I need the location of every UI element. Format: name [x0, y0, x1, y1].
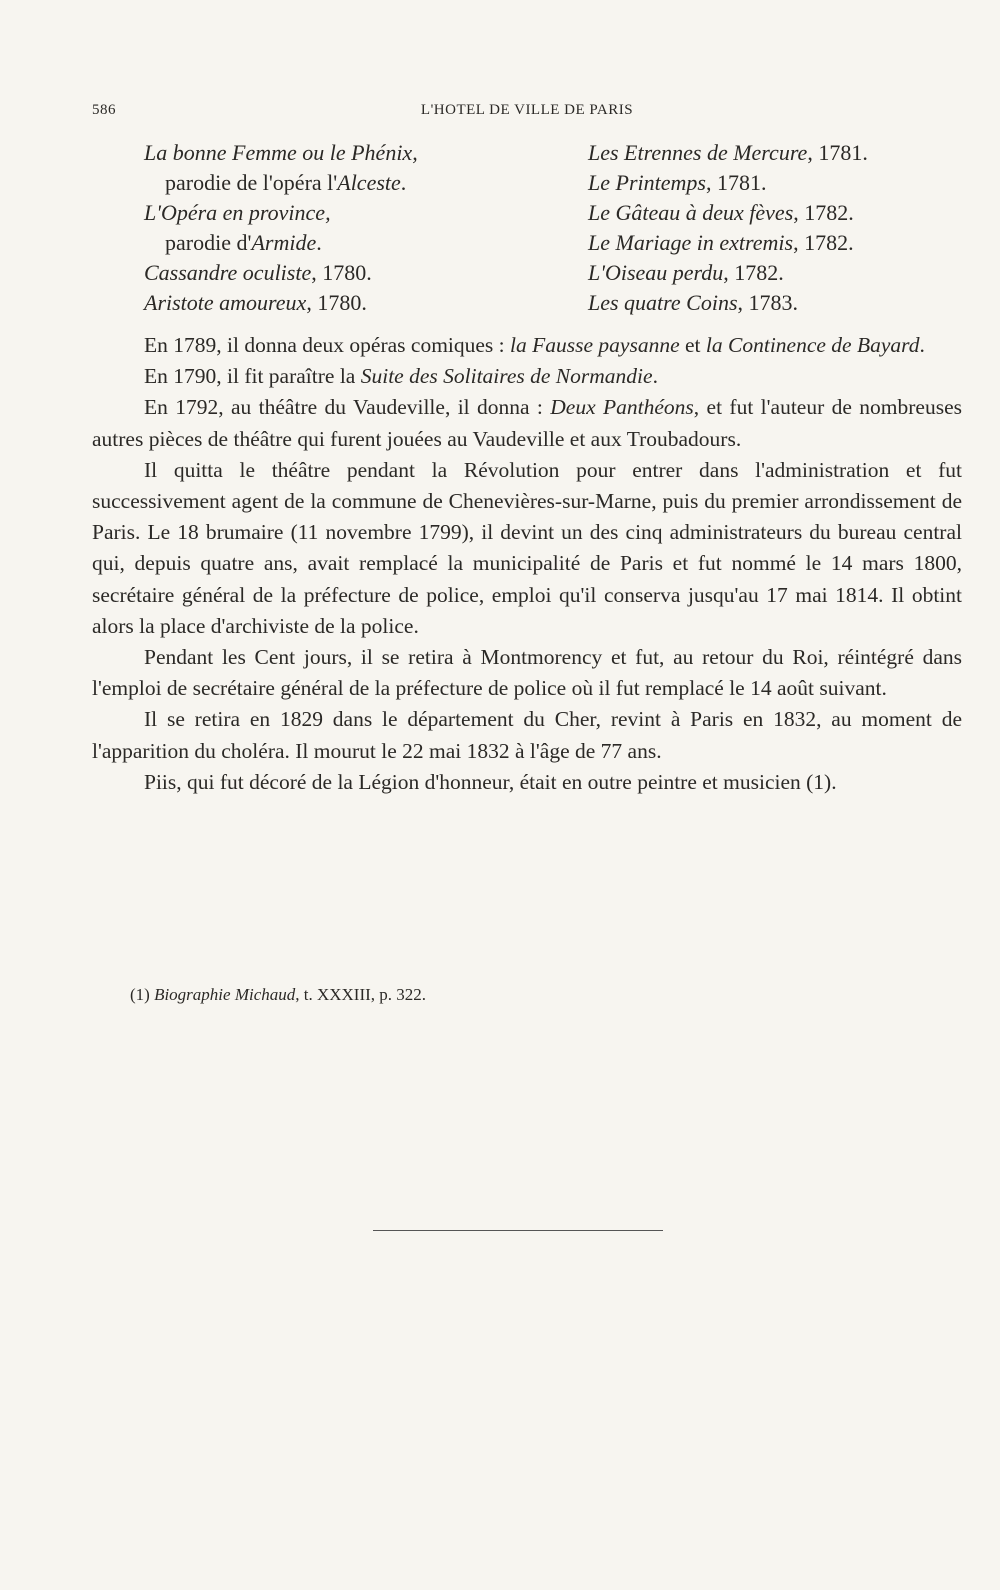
work-left [144, 290, 367, 316]
text-run: En 1790, il fit paraître la [144, 364, 361, 389]
work-left [144, 260, 372, 286]
page-header [92, 102, 962, 126]
paragraph: Il se retira en 1829 dans le département du Cher, revint à Paris en 1832, au moment de l'apparition du choléra. Il mourut le 22 mai 1832 à l'âge de 77 ans. [92, 707, 962, 763]
work-right [588, 230, 854, 256]
work-year: . [400, 170, 407, 195]
work-year: , 1782. [793, 200, 854, 225]
work-note: parodie d' [165, 230, 252, 255]
paragraph [92, 392, 962, 454]
work-title: la Continence de Bayard [705, 333, 920, 357]
text-run: , et fut l'auteur de nombreuses autres pièces de théâtre qui furent jouées au Vaudeville et aux Troubadours. [92, 395, 962, 451]
text-run: . [652, 364, 658, 389]
work-left [144, 200, 331, 226]
text-run: . [919, 333, 925, 357]
work-right [588, 140, 868, 166]
work-right [588, 200, 854, 226]
text-run: En 1792, au théâtre du Vaudeville, il donna : [144, 395, 551, 420]
works-row [92, 260, 962, 290]
work-title: Deux Panthéons [550, 395, 694, 420]
work-title: la Fausse paysanne [510, 333, 680, 357]
footnote-marker: (1) [130, 985, 155, 1004]
work-right [588, 170, 766, 196]
work-year: . [316, 230, 322, 255]
works-list [92, 140, 962, 320]
work-title: Cassandre oculiste [144, 260, 312, 285]
work-year: , 1781. [705, 170, 767, 195]
works-row [92, 140, 962, 170]
footnote-text: , t. XXXIII, p. 322. [295, 985, 427, 1004]
work-title: La bonne Femme ou le Phénix, [144, 140, 418, 165]
work-title: Armide [251, 230, 317, 255]
text-run: En 1789, il donna deux opéras comiques : [144, 333, 511, 357]
work-year: , 1782. [793, 230, 854, 255]
work-title: Le Gâteau à deux fèves [588, 200, 794, 225]
work-note: parodie de l'opéra l' [165, 170, 338, 195]
paragraph [92, 361, 962, 392]
works-row [92, 230, 962, 260]
work-right [588, 260, 784, 286]
end-rule [373, 1230, 663, 1231]
paragraph: Il quitta le théâtre pendant la Révolution pour entrer dans l'administration et fut successivement agent de la commune de Chenevières-sur-Marne, puis du premier arrondissement de Paris. Le 18 brumaire (11 novembre 1799), il devint un des cinq administrateurs du bureau central qui, depuis quatre ans, avait remplacé la municipalité de Paris et fut nommé le 14 mars 1800, secrétaire général de la préfecture de police, emploi qu'il conserva jusqu'au 17 mai 1814. Il obtint alors la place d'archiviste de la police. [92, 457, 962, 638]
paragraph: Piis, qui fut décoré de la Légion d'honneur, était en outre peintre et musicien (1). [144, 769, 837, 794]
work-right [588, 290, 798, 316]
work-title: Suite des Solitaires de Normandie [360, 364, 653, 389]
work-year: , 1780. [311, 260, 372, 285]
paragraph: Pendant les Cent jours, il se retira à Montmorency et fut, au retour du Roi, réintégré dans l'emploi de secrétaire général de la préfecture de police où il fut remplacé le 14 août suivant. [92, 645, 962, 701]
work-year: , 1780. [306, 290, 367, 315]
running-title: L'HOTEL DE VILLE DE PARIS [420, 102, 634, 118]
work-left [165, 170, 406, 196]
text-run: et [679, 333, 706, 357]
work-left [144, 140, 418, 166]
works-row [92, 170, 962, 200]
work-year: , 1783. [737, 290, 799, 315]
works-row [92, 200, 962, 230]
works-row [92, 290, 962, 320]
work-title: Les Etrennes de Mercure [588, 140, 808, 165]
work-title: Le Mariage in extremis [588, 230, 794, 255]
work-title: Aristote amoureux [144, 290, 307, 315]
work-title: Le Printemps [588, 170, 706, 195]
body-text [92, 330, 962, 798]
page-number: 586 [92, 102, 116, 118]
work-title: Les quatre Coins [588, 290, 738, 315]
work-year: , 1782. [723, 260, 784, 285]
work-title: L'Opéra en province, [144, 200, 331, 225]
work-title: Alceste [337, 170, 401, 195]
paragraph [92, 330, 962, 361]
work-year: , 1781. [807, 140, 868, 165]
footnote [130, 985, 426, 1005]
work-title: L'Oiseau perdu [588, 260, 724, 285]
work-left [165, 230, 322, 256]
footnote-source: Biographie Michaud [154, 985, 296, 1004]
